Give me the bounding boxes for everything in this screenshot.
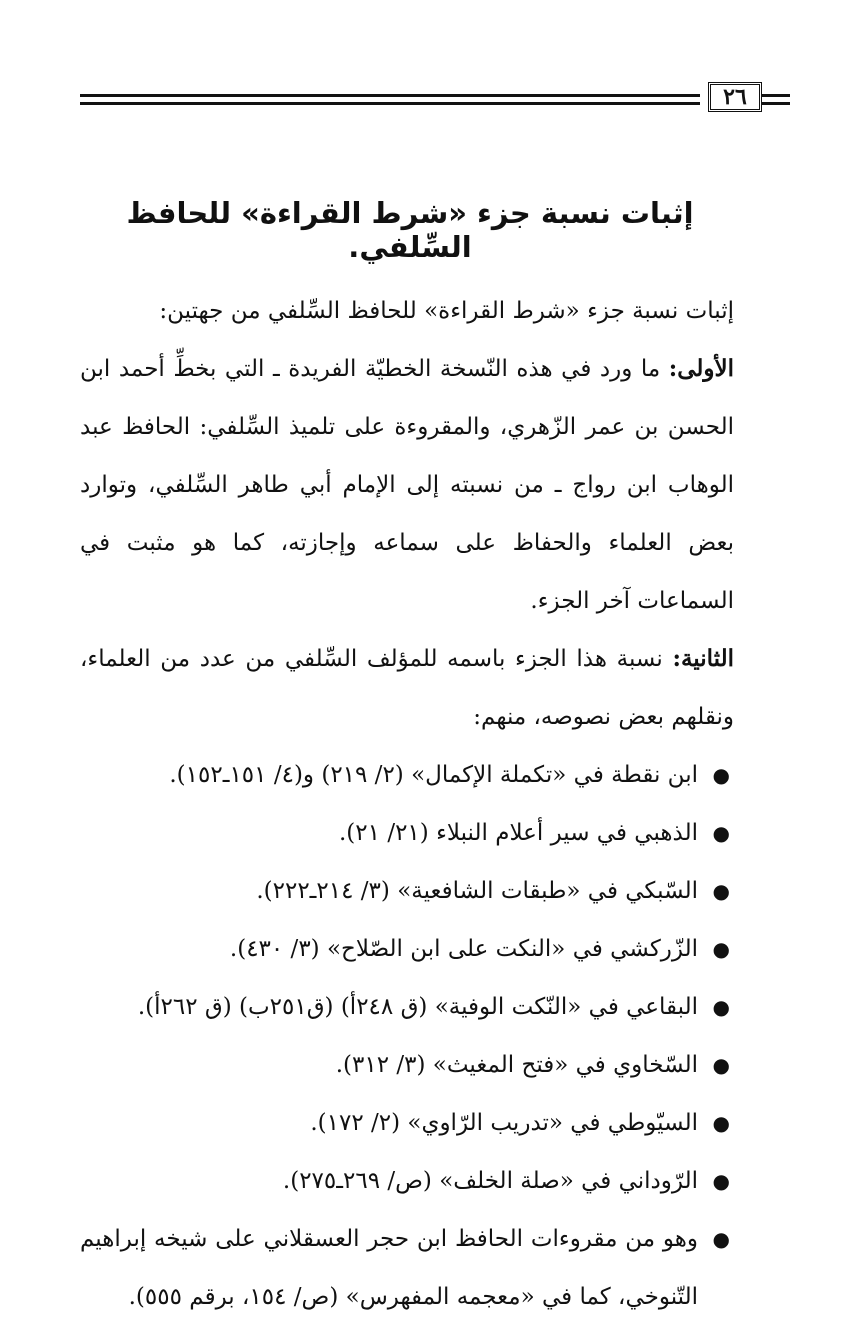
page-header [80,78,790,118]
bullet-icon: ● [712,821,730,845]
bullet-icon: ● [712,1111,730,1135]
second-point-text: نسبة هذا الجزء باسمه للمؤلف السِّلفي من عدد من العلماء، ونقلهم بعض نصوصه، منهم: [80,646,734,730]
list-item: ● السيّوطي في «تدريب الرّاوي» (٢/ ١٧٢). [80,1094,734,1152]
list-item: ● الزّركشي في «النكت على ابن الصّلاح» (٣/ ٤٣٠). [80,920,734,978]
body-text [80,282,734,1326]
header-rule-left [80,94,700,108]
header-rule-right [762,94,790,108]
list-item: ● وهو من مقروءات الحافظ ابن حجر العسقلاني على شيخه إبراهيم التّنوخي، كما في «معجمه المفهرس» (ص/ ١٥٤، برقم ٥٥٥). [80,1210,734,1326]
list-item: ● ابن نقطة في «تكملة الإكمال» (٢/ ٢١٩) و(٤/ ١٥١ـ١٥٢). [80,746,734,804]
bullet-icon: ● [712,995,730,1019]
second-point-paragraph [80,630,734,746]
references-list [80,746,734,1326]
list-item: ● البقاعي في «النّكت الوفية» (ق ٢٤٨أ) (ق٢٥١ب) (ق ٢٦٢أ). [80,978,734,1036]
list-item: ● السّخاوي في «فتح المغيث» (٣/ ٣١٢). [80,1036,734,1094]
list-item: ● الرّوداني في «صلة الخلف» (ص/ ٢٦٩ـ٢٧٥). [80,1152,734,1210]
bullet-icon: ● [712,1227,730,1251]
bullet-icon: ● [712,763,730,787]
second-point-lead: الثانية: [672,645,734,672]
bullet-icon: ● [712,1169,730,1193]
list-item: ● الذهبي في سير أعلام النبلاء (٢١/ ٢١). [80,804,734,862]
bullet-icon: ● [712,879,730,903]
intro-paragraph: إثبات نسبة جزء «شرط القراءة» للحافظ السِّلفي من جهتين: [159,298,734,324]
section-title: إثبات نسبة جزء «شرط القراءة» للحافظ السِّلفي. [126,196,694,264]
first-point-paragraph [80,340,734,630]
bullet-icon: ● [712,937,730,961]
list-item: ● السّبكي في «طبقات الشافعية» (٣/ ٢١٤ـ٢٢٢). [80,862,734,920]
first-point-lead: الأولى: [668,355,734,382]
first-point-text: ما ورد في هذه النّسخة الخطيّة الفريدة ـ التي بخطِّ أحمد ابن الحسن بن عمر الزّهري، والمقروءة على تلميذ السِّلفي: الحافظ عبد الوهاب ابن رواج ـ من نسبته إلى الإمام أبي طاهر السِّلفي، وتوارد بعض العلماء والحفاظ على سماعه وإجازته، كما هو مثبت في السماعات آخر الجزء. [80,356,734,614]
bullet-icon: ● [712,1053,730,1077]
page-number: ٢٦ [708,82,762,112]
